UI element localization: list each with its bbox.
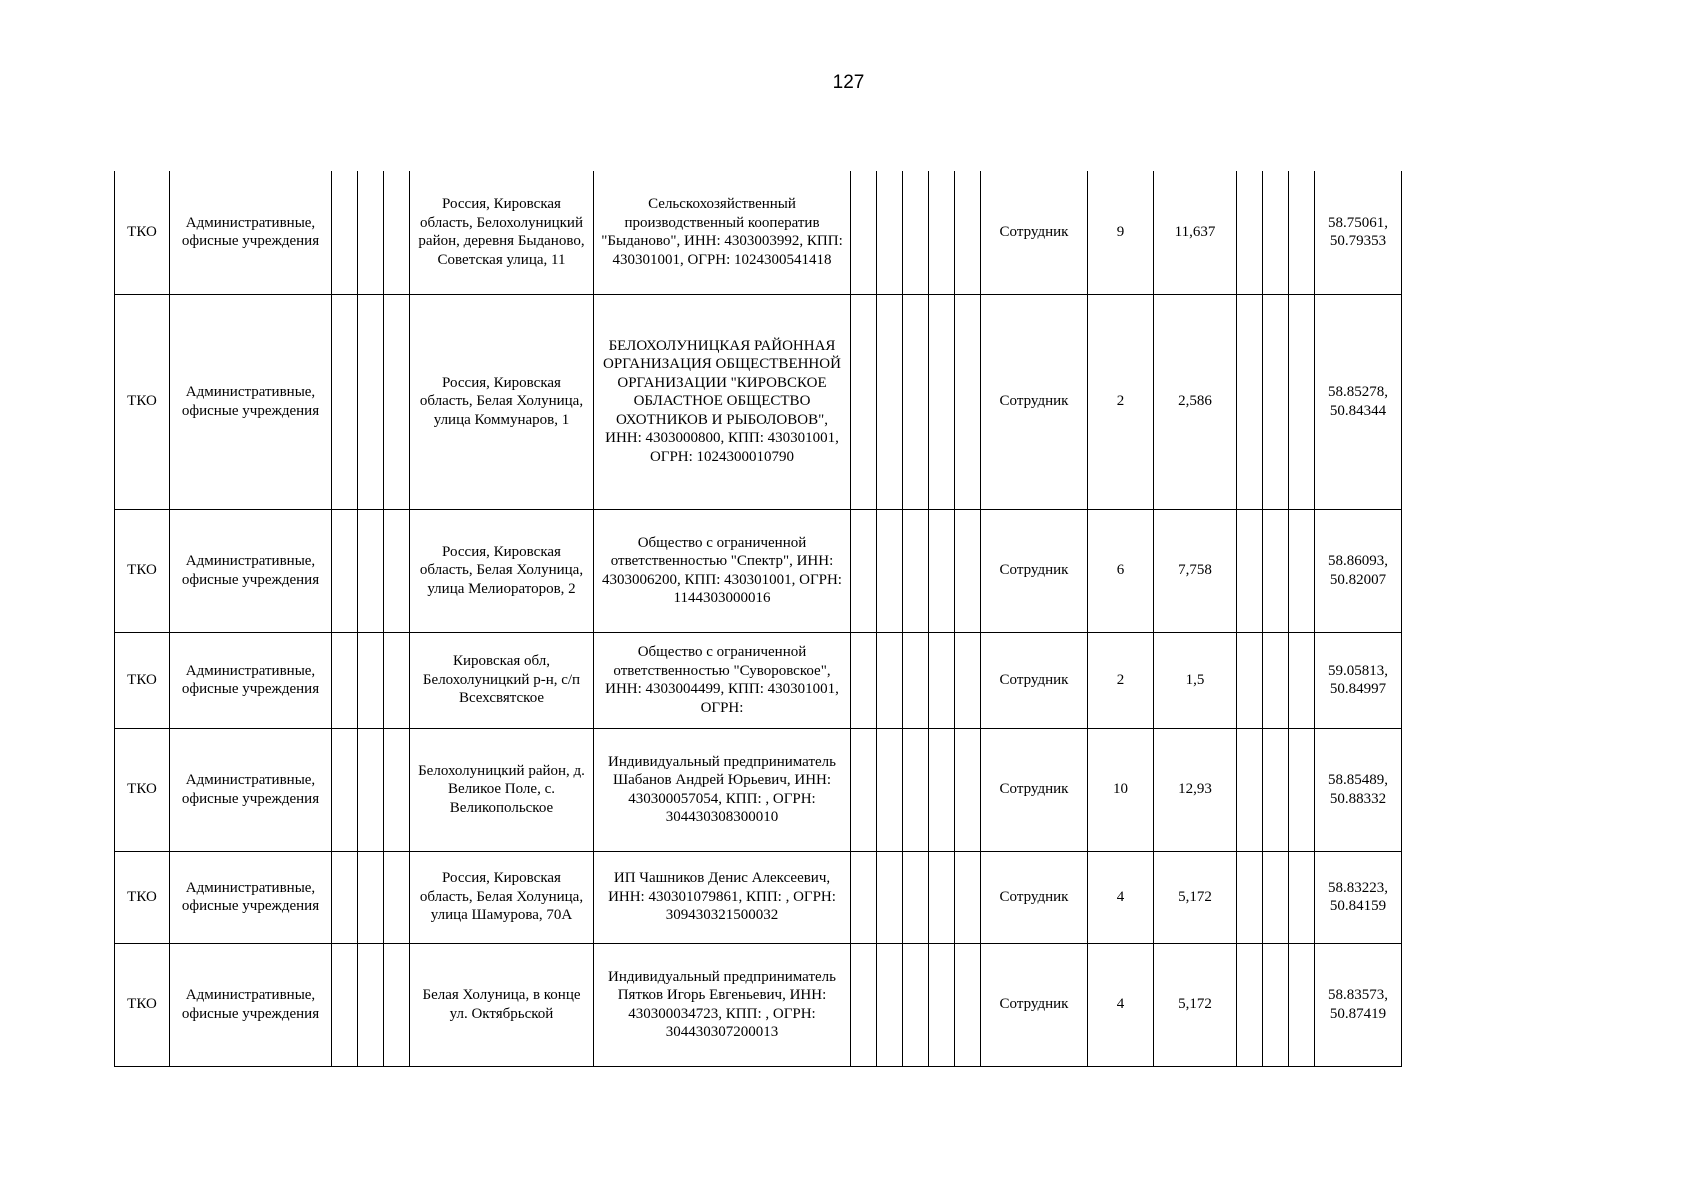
empty-cell	[877, 294, 903, 509]
empty-cell	[903, 171, 929, 294]
waste-sources-table	[114, 171, 1402, 1067]
unit-cell: Сотрудник	[981, 171, 1088, 294]
organization-cell: ИП Чашников Денис Алексеевич, ИНН: 430301079861, КПП: , ОГРН: 309430321500032	[594, 851, 851, 943]
empty-cell	[1289, 509, 1315, 632]
empty-cell	[1263, 728, 1289, 851]
table-row	[115, 294, 1402, 509]
empty-cell	[332, 632, 358, 728]
empty-cell	[929, 294, 955, 509]
count-cell: 9	[1088, 171, 1154, 294]
empty-cell	[384, 509, 410, 632]
coordinates-cell: 58.85489, 50.88332	[1315, 728, 1402, 851]
count-cell: 4	[1088, 851, 1154, 943]
empty-cell	[955, 943, 981, 1066]
empty-cell	[929, 632, 955, 728]
empty-cell	[1237, 728, 1263, 851]
empty-cell	[332, 943, 358, 1066]
empty-cell	[903, 728, 929, 851]
empty-cell	[851, 509, 877, 632]
unit-cell: Сотрудник	[981, 851, 1088, 943]
empty-cell	[1263, 851, 1289, 943]
empty-cell	[903, 943, 929, 1066]
empty-cell	[1263, 943, 1289, 1066]
address-cell: Россия, Кировская область, Белая Холуница, улица Коммунаров, 1	[410, 294, 594, 509]
empty-cell	[1263, 632, 1289, 728]
waste-type-cell: ТКО	[115, 632, 170, 728]
address-cell: Кировская обл, Белохолуницкий р-н, с/п Всехсвятское	[410, 632, 594, 728]
category-cell: Административные, офисные учреждения	[170, 728, 332, 851]
empty-cell	[332, 851, 358, 943]
empty-cell	[384, 943, 410, 1066]
category-cell: Административные, офисные учреждения	[170, 943, 332, 1066]
waste-type-cell: ТКО	[115, 509, 170, 632]
volume-cell: 5,172	[1154, 943, 1237, 1066]
empty-cell	[1237, 851, 1263, 943]
empty-cell	[955, 728, 981, 851]
empty-cell	[903, 851, 929, 943]
organization-cell: БЕЛОХОЛУНИЦКАЯ РАЙОННАЯ ОРГАНИЗАЦИЯ ОБЩЕСТВЕННОЙ ОРГАНИЗАЦИИ "КИРОВСКОЕ ОБЛАСТНОЕ ОБЩЕСТВО ОХОТНИКОВ И РЫБОЛОВОВ", ИНН: 4303000800, КПП: 430301001, ОГРН: 1024300010790	[594, 294, 851, 509]
table-row	[115, 632, 1402, 728]
empty-cell	[1289, 632, 1315, 728]
empty-cell	[955, 294, 981, 509]
empty-cell	[1263, 171, 1289, 294]
empty-cell	[384, 171, 410, 294]
category-cell: Административные, офисные учреждения	[170, 171, 332, 294]
empty-cell	[929, 509, 955, 632]
waste-type-cell: ТКО	[115, 294, 170, 509]
empty-cell	[358, 632, 384, 728]
organization-cell: Общество с ограниченной ответственностью "Суворовское", ИНН: 4303004499, КПП: 430301001, ОГРН:	[594, 632, 851, 728]
empty-cell	[851, 851, 877, 943]
organization-cell: Индивидуальный предприниматель Шабанов Андрей Юрьевич, ИНН: 430300057054, КПП: , ОГРН: 304430308300010	[594, 728, 851, 851]
volume-cell: 7,758	[1154, 509, 1237, 632]
empty-cell	[955, 632, 981, 728]
address-cell: Россия, Кировская область, Белая Холуница, улица Шамурова, 70А	[410, 851, 594, 943]
waste-type-cell: ТКО	[115, 171, 170, 294]
empty-cell	[877, 728, 903, 851]
empty-cell	[903, 509, 929, 632]
coordinates-cell: 58.83223, 50.84159	[1315, 851, 1402, 943]
count-cell: 4	[1088, 943, 1154, 1066]
unit-cell: Сотрудник	[981, 632, 1088, 728]
empty-cell	[851, 294, 877, 509]
empty-cell	[1289, 171, 1315, 294]
empty-cell	[877, 943, 903, 1066]
empty-cell	[384, 851, 410, 943]
empty-cell	[358, 171, 384, 294]
empty-cell	[1237, 171, 1263, 294]
empty-cell	[877, 851, 903, 943]
empty-cell	[332, 509, 358, 632]
empty-cell	[358, 728, 384, 851]
empty-cell	[877, 171, 903, 294]
empty-cell	[1289, 294, 1315, 509]
waste-type-cell: ТКО	[115, 851, 170, 943]
count-cell: 2	[1088, 294, 1154, 509]
empty-cell	[1237, 509, 1263, 632]
empty-cell	[1289, 943, 1315, 1066]
volume-cell: 1,5	[1154, 632, 1237, 728]
empty-cell	[358, 851, 384, 943]
category-cell: Административные, офисные учреждения	[170, 294, 332, 509]
empty-cell	[1263, 509, 1289, 632]
organization-cell: Общество с ограниченной ответственностью "Спектр", ИНН: 4303006200, КПП: 430301001, ОГРН: 1144303000016	[594, 509, 851, 632]
table-row	[115, 851, 1402, 943]
table-row	[115, 728, 1402, 851]
empty-cell	[1263, 294, 1289, 509]
empty-cell	[851, 943, 877, 1066]
empty-cell	[929, 728, 955, 851]
empty-cell	[903, 294, 929, 509]
empty-cell	[851, 632, 877, 728]
waste-type-cell: ТКО	[115, 728, 170, 851]
empty-cell	[929, 943, 955, 1066]
empty-cell	[358, 509, 384, 632]
empty-cell	[851, 171, 877, 294]
empty-cell	[1237, 943, 1263, 1066]
address-cell: Россия, Кировская область, Белохолуницкий район, деревня Быданово, Советская улица, 11	[410, 171, 594, 294]
volume-cell: 11,637	[1154, 171, 1237, 294]
volume-cell: 2,586	[1154, 294, 1237, 509]
category-cell: Административные, офисные учреждения	[170, 509, 332, 632]
empty-cell	[358, 943, 384, 1066]
empty-cell	[877, 632, 903, 728]
category-cell: Административные, офисные учреждения	[170, 632, 332, 728]
unit-cell: Сотрудник	[981, 728, 1088, 851]
volume-cell: 12,93	[1154, 728, 1237, 851]
coordinates-cell: 59.05813, 50.84997	[1315, 632, 1402, 728]
table-row	[115, 943, 1402, 1066]
page-number: 127	[832, 72, 865, 93]
empty-cell	[929, 171, 955, 294]
address-cell: Россия, Кировская область, Белая Холуница, улица Мелиораторов, 2	[410, 509, 594, 632]
coordinates-cell: 58.86093, 50.82007	[1315, 509, 1402, 632]
address-cell: Белохолуницкий район, д. Великое Поле, с. Великопольское	[410, 728, 594, 851]
organization-cell: Индивидуальный предприниматель Пятков Игорь Евгеньевич, ИНН: 430300034723, КПП: , ОГРН: 304430307200013	[594, 943, 851, 1066]
address-cell: Белая Холуница, в конце ул. Октябрьской	[410, 943, 594, 1066]
volume-cell: 5,172	[1154, 851, 1237, 943]
count-cell: 10	[1088, 728, 1154, 851]
table-row	[115, 509, 1402, 632]
empty-cell	[1237, 632, 1263, 728]
empty-cell	[877, 509, 903, 632]
count-cell: 2	[1088, 632, 1154, 728]
table-row	[115, 171, 1402, 294]
empty-cell	[332, 728, 358, 851]
empty-cell	[955, 509, 981, 632]
unit-cell: Сотрудник	[981, 943, 1088, 1066]
count-cell: 6	[1088, 509, 1154, 632]
category-cell: Административные, офисные учреждения	[170, 851, 332, 943]
empty-cell	[384, 294, 410, 509]
coordinates-cell: 58.75061, 50.79353	[1315, 171, 1402, 294]
coordinates-cell: 58.83573, 50.87419	[1315, 943, 1402, 1066]
empty-cell	[332, 171, 358, 294]
unit-cell: Сотрудник	[981, 294, 1088, 509]
organization-cell: Сельскохозяйственный производственный кооператив "Быданово", ИНН: 4303003992, КПП: 430301001, ОГРН: 1024300541418	[594, 171, 851, 294]
empty-cell	[1289, 851, 1315, 943]
unit-cell: Сотрудник	[981, 509, 1088, 632]
empty-cell	[332, 294, 358, 509]
empty-cell	[955, 851, 981, 943]
empty-cell	[358, 294, 384, 509]
empty-cell	[384, 728, 410, 851]
empty-cell	[929, 851, 955, 943]
empty-cell	[1289, 728, 1315, 851]
waste-type-cell: ТКО	[115, 943, 170, 1066]
coordinates-cell: 58.85278, 50.84344	[1315, 294, 1402, 509]
empty-cell	[903, 632, 929, 728]
empty-cell	[955, 171, 981, 294]
empty-cell	[384, 632, 410, 728]
empty-cell	[1237, 294, 1263, 509]
empty-cell	[851, 728, 877, 851]
